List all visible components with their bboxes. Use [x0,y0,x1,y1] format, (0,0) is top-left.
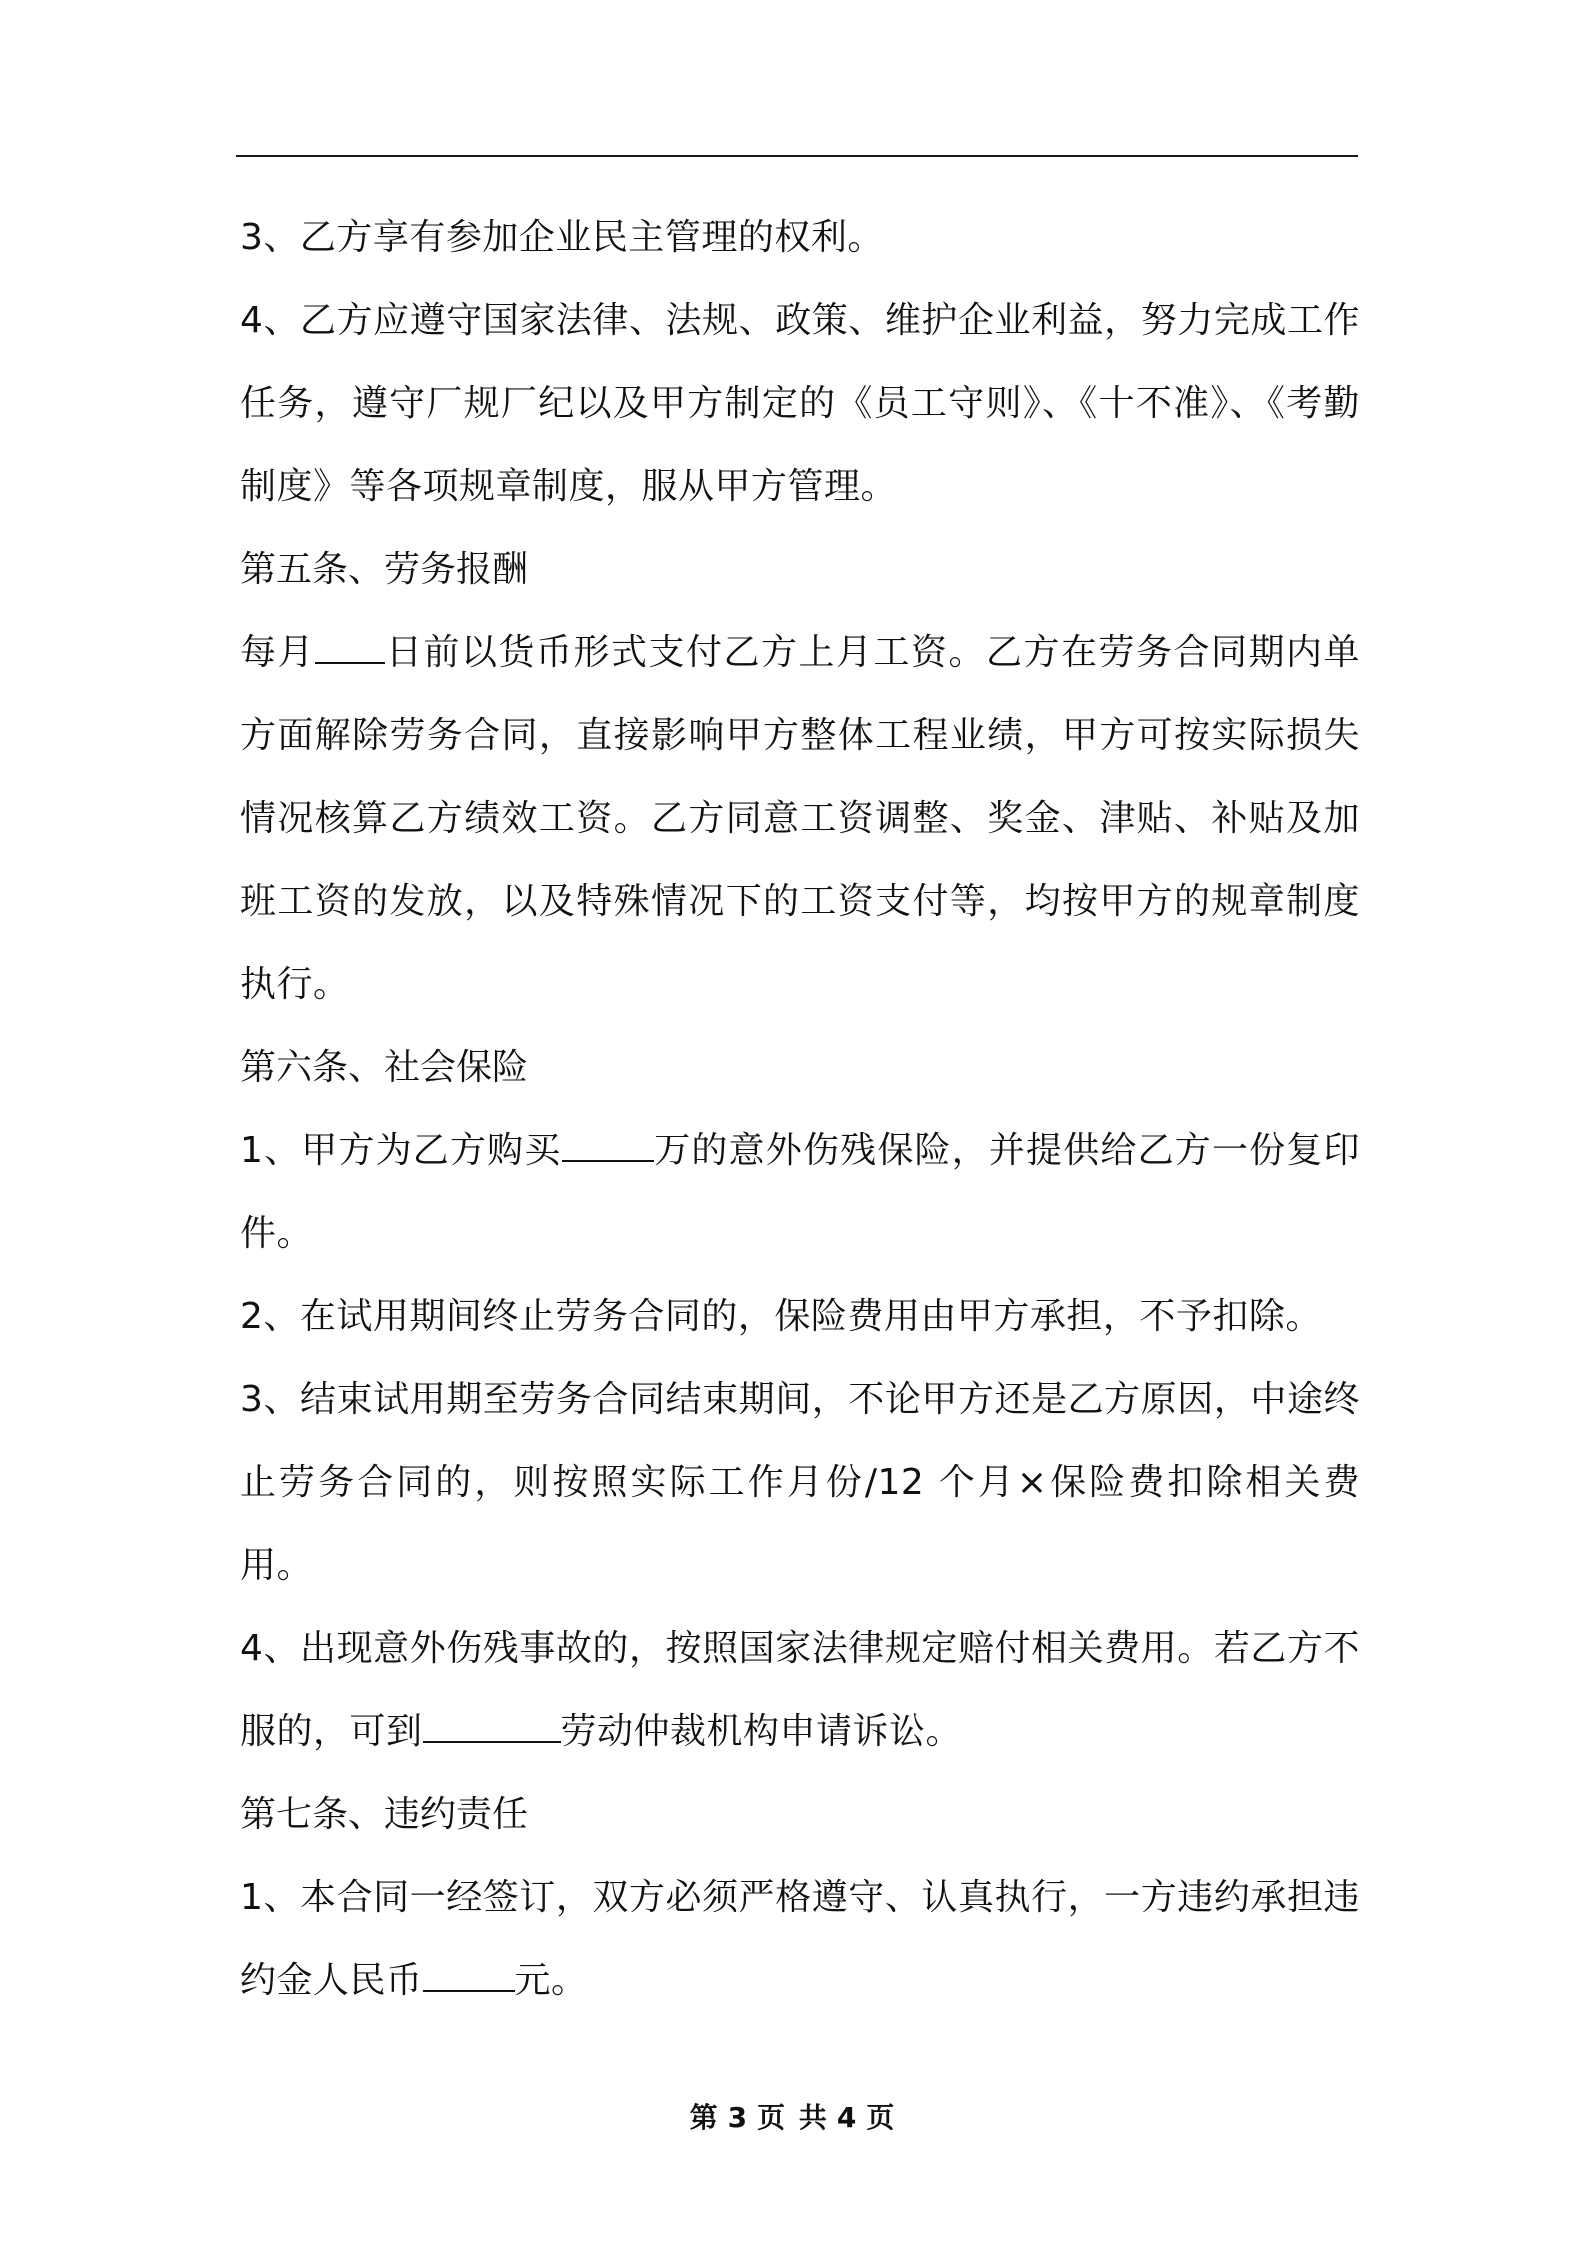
paragraph-text: 元。 [514,1960,588,2001]
document-body [240,196,1360,2022]
footer-middle: 页 共 [757,2101,829,2134]
paragraph-text: 2、在试用期间终止劳务合同的，保险费用由甲方承担，不予扣除。 [240,1296,1322,1337]
page-footer [0,2096,1586,2136]
paragraph-right-democratic-management [240,196,1360,279]
paragraph-text: 每月 [240,632,315,673]
heading-text: 第五条、劳务报酬 [240,549,529,590]
total-pages-number: 4 [836,2101,859,2134]
section-heading-breach-liability [240,1773,1360,1856]
paragraph-accident-compensation [240,1607,1360,1773]
paragraph-text: 日前以货币形式支付乙方上月工资。乙方在劳务合同期内单方面解除劳务合同，直接影响甲方整体工程业绩，甲方可按实际损失情况核算乙方绩效工资。乙方同意工资调整、奖金、津贴、补贴及加班工资的发放，以及特殊情况下的工资支付等，均按甲方的规章制度执行。 [240,632,1360,1005]
fill-in-blank-insurance-amount[interactable] [562,1130,654,1162]
paragraph-text: 1、本合同一经签订，双方必须严格遵守、认真执行，一方违约承担违约金人民币 [240,1877,1360,2001]
paragraph-text: 4、出现意外伤残事故的，按照国家法律规定赔付相关费用。若乙方不服的，可到 [240,1628,1360,1752]
paragraph-breach-penalty [240,1856,1360,2022]
paragraph-text: 劳动仲裁机构申请诉讼。 [560,1711,963,1752]
section-heading-social-insurance [240,1026,1360,1109]
heading-text: 第七条、违约责任 [240,1794,529,1835]
footer-prefix: 第 [689,2101,720,2134]
fill-in-blank-pay-day[interactable] [315,632,385,664]
header-rule [236,155,1358,157]
fill-in-blank-arbitration-body[interactable] [423,1711,561,1743]
paragraph-text: 3、乙方享有参加企业民主管理的权利。 [240,217,884,258]
paragraph-text: 万的意外伤残保险，并提供给乙方一份复印件。 [240,1130,1360,1254]
section-heading-remuneration [240,528,1360,611]
fill-in-blank-penalty-amount[interactable] [423,1960,515,1992]
paragraph-text: 4、乙方应遵守国家法律、法规、政策、维护企业利益，努力完成工作任务，遵守厂规厂纪以及甲方制定的《员工守则》、《十不准》、《考勤制度》等各项规章制度，服从甲方管理。 [240,300,1360,507]
heading-text: 第六条、社会保险 [240,1047,529,1088]
paragraph-salary-payment [240,611,1360,1026]
paragraph-early-termination [240,1358,1360,1607]
paragraph-probation-termination [240,1275,1360,1358]
paragraph-accident-insurance [240,1109,1360,1275]
current-page-number: 3 [727,2101,750,2134]
paragraph-text: 1、甲方为乙方购买 [240,1130,562,1171]
paragraph-text: 3、结束试用期至劳务合同结束期间，不论甲方还是乙方原因，中途终止劳务合同的，则按照实际工作月份/12 个月×保险费扣除相关费用。 [240,1379,1360,1586]
paragraph-obey-regulations [240,279,1360,528]
footer-suffix: 页 [866,2101,897,2134]
